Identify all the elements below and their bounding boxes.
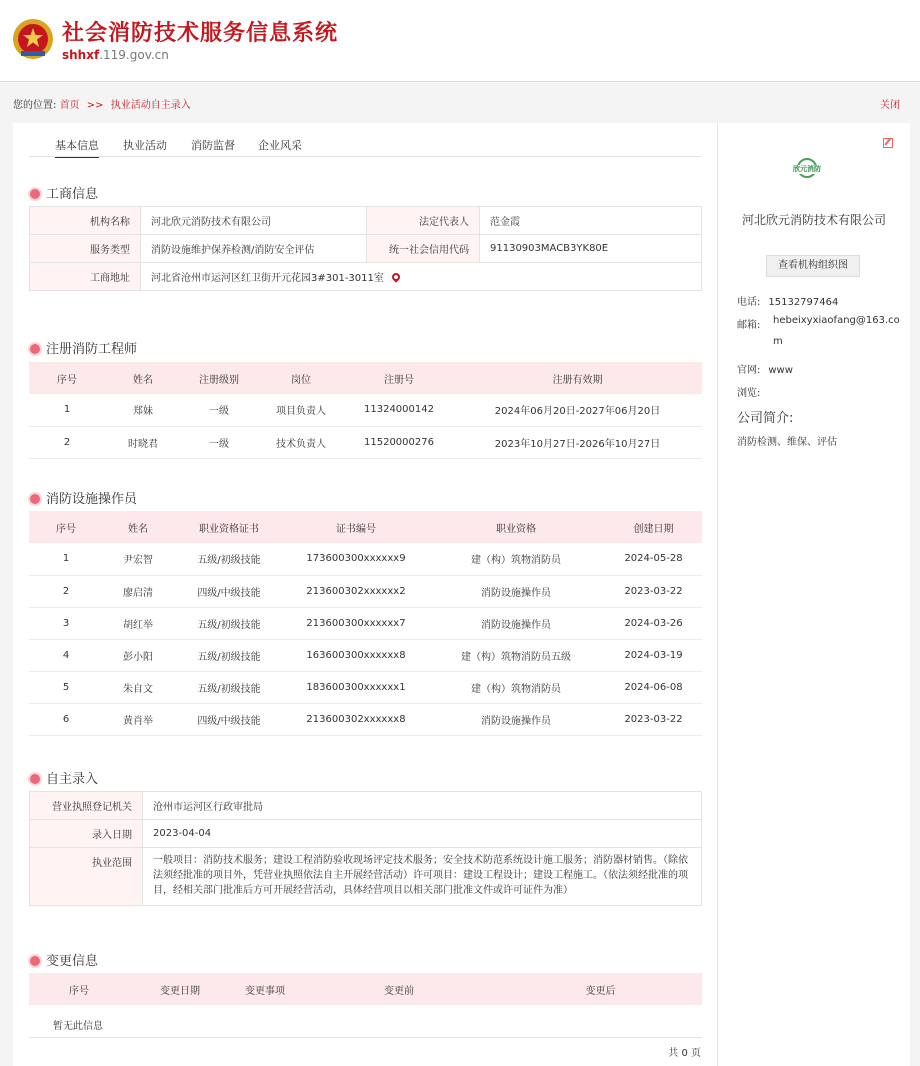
company-name: 河北欣元消防技术有限公司 — [741, 213, 886, 227]
table-row: 1 郑妹 一级 项目负责人 11324000142 2024年06月20日-2027年06月20日 — [29, 394, 702, 426]
table-header-row: 序号 姓名 注册级别 岗位 注册号 注册有效期 — [29, 362, 702, 394]
divider — [29, 1037, 702, 1038]
table-row: 2 廖启清 四级/中级技能 213600302xxxxxx2 消防设施操作员 2023-03-22 — [29, 575, 702, 607]
email-value: hebeixyxiaofang@163.com — [773, 315, 900, 347]
table-row: 3 胡红举 五级/初级技能 213600300xxxxxx7 消防设施操作员 2024-03-26 — [29, 607, 702, 639]
fire-emblem-icon[interactable] — [12, 18, 54, 60]
logo-text: 欣元消防 — [790, 165, 824, 174]
pager: 共 0 页 — [668, 1048, 701, 1059]
label-business-scope: 执业范围 — [30, 848, 143, 906]
section-business-title: 工商信息 — [30, 183, 98, 202]
phone-row: 电话: 15132797464 — [737, 297, 839, 308]
intro-title: 公司简介: — [737, 411, 794, 426]
main-panel — [13, 123, 717, 1066]
business-table — [29, 206, 702, 291]
table-header-row: 序号 变更日期 变更事项 变更前 变更后 — [29, 973, 702, 1005]
company-logo — [790, 158, 824, 180]
bullet-icon — [30, 494, 40, 504]
views-row: 浏览: — [737, 388, 761, 399]
changes-table — [29, 973, 702, 1005]
value-address: 河北省沧州市运河区红卫街开元花园3#301-3011室 — [141, 263, 702, 291]
bullet-icon — [30, 774, 40, 784]
table-row: 2 时晓君 一级 技术负责人 11520000276 2023年10月27日-2026年10月27日 — [29, 426, 702, 458]
value-credit-code: 91130903MACB3YK80E — [480, 235, 702, 263]
tab-supervision[interactable]: 消防监督 — [191, 139, 235, 152]
engineers-table — [29, 362, 702, 459]
section-self-entry-title: 自主录入 — [30, 768, 98, 787]
tab-company-style[interactable]: 企业风采 — [258, 139, 302, 152]
value-org-name: 河北欣元消防技术有限公司 — [141, 207, 367, 235]
label-entry-date: 录入日期 — [30, 820, 143, 848]
label-registration-authority: 营业执照登记机关 — [30, 792, 143, 820]
breadcrumb: 您的位置: 首页 >> 执业活动自主录入 — [13, 100, 191, 111]
site-domain: shhxf.119.gov.cn — [62, 48, 169, 62]
label-address: 工商地址 — [30, 263, 141, 291]
website-row: 官网: www — [737, 365, 793, 376]
bullet-icon — [30, 189, 40, 199]
site-header — [0, 0, 920, 82]
value-registration-authority: 沧州市运河区行政审批局 — [143, 792, 702, 820]
website-link[interactable]: www — [768, 365, 793, 376]
section-changes-title: 变更信息 — [30, 950, 98, 969]
email-label: 邮箱: — [737, 320, 761, 331]
breadcrumb-bar — [0, 83, 920, 123]
section-operators-title: 消防设施操作员 — [30, 488, 137, 507]
label-legal-rep: 法定代表人 — [367, 207, 480, 235]
tab-activities[interactable]: 执业活动 — [123, 139, 167, 152]
side-panel — [717, 123, 910, 1066]
table-row: 6 黄肖举 四级/中级技能 213600302xxxxxx8 消防设施操作员 2023-03-22 — [29, 703, 702, 735]
value-legal-rep: 范金霞 — [480, 207, 702, 235]
bullet-icon — [30, 956, 40, 966]
label-credit-code: 统一社会信用代码 — [367, 235, 480, 263]
tab-bar — [29, 123, 702, 157]
breadcrumb-current[interactable]: 执业活动自主录入 — [110, 100, 191, 111]
edit-icon[interactable] — [883, 138, 893, 148]
table-row: 1 尹宏智 五级/初级技能 173600300xxxxxx9 建（构）筑物消防员 2024-05-28 — [29, 543, 702, 575]
site-title: 社会消防技术服务信息系统 — [62, 21, 339, 46]
table-row: 5 朱自文 五级/初级技能 183600300xxxxxx1 建（构）筑物消防员 2024-06-08 — [29, 671, 702, 703]
section-engineers-title: 注册消防工程师 — [30, 338, 137, 357]
operators-table — [29, 511, 702, 736]
value-service-type: 消防设施维护保养检测/消防安全评估 — [141, 235, 367, 263]
table-header-row: 序号 姓名 职业资格证书 证书编号 职业资格 创建日期 — [29, 511, 702, 543]
value-business-scope: 一般项目：消防技术服务；建设工程消防验收现场评定技术服务；安全技术防范系统设计施工服务；消防器材销售。（除依法须经批准的项目外，凭营业执照依法自主开展经营活动）许可项目：建设工程设计；建设工程施工。（依法须经批准的项目，经相关部门批准后方可开展经营活动，具体经营项目以相关部门批准文件或许可证件为准） — [143, 848, 702, 906]
close-link[interactable]: 关闭 — [880, 100, 900, 111]
label-service-type: 服务类型 — [30, 235, 141, 263]
label-org-name: 机构名称 — [30, 207, 141, 235]
tab-basic-info[interactable]: 基本信息 — [55, 137, 99, 158]
bullet-icon — [30, 344, 40, 354]
self-entry-table — [29, 791, 702, 906]
map-pin-icon[interactable] — [390, 271, 401, 282]
value-entry-date: 2023-04-04 — [143, 820, 702, 848]
empty-message: 暂无此信息 — [53, 1021, 103, 1032]
view-org-chart-button[interactable]: 查看机构组织图 — [766, 255, 860, 277]
breadcrumb-home-link[interactable]: 首页 — [59, 100, 80, 111]
table-row: 4 彭小阳 五级/初级技能 163600300xxxxxx8 建（构）筑物消防员五级 2024-03-19 — [29, 639, 702, 671]
intro-text: 消防检测、维保、评估 — [737, 437, 837, 448]
